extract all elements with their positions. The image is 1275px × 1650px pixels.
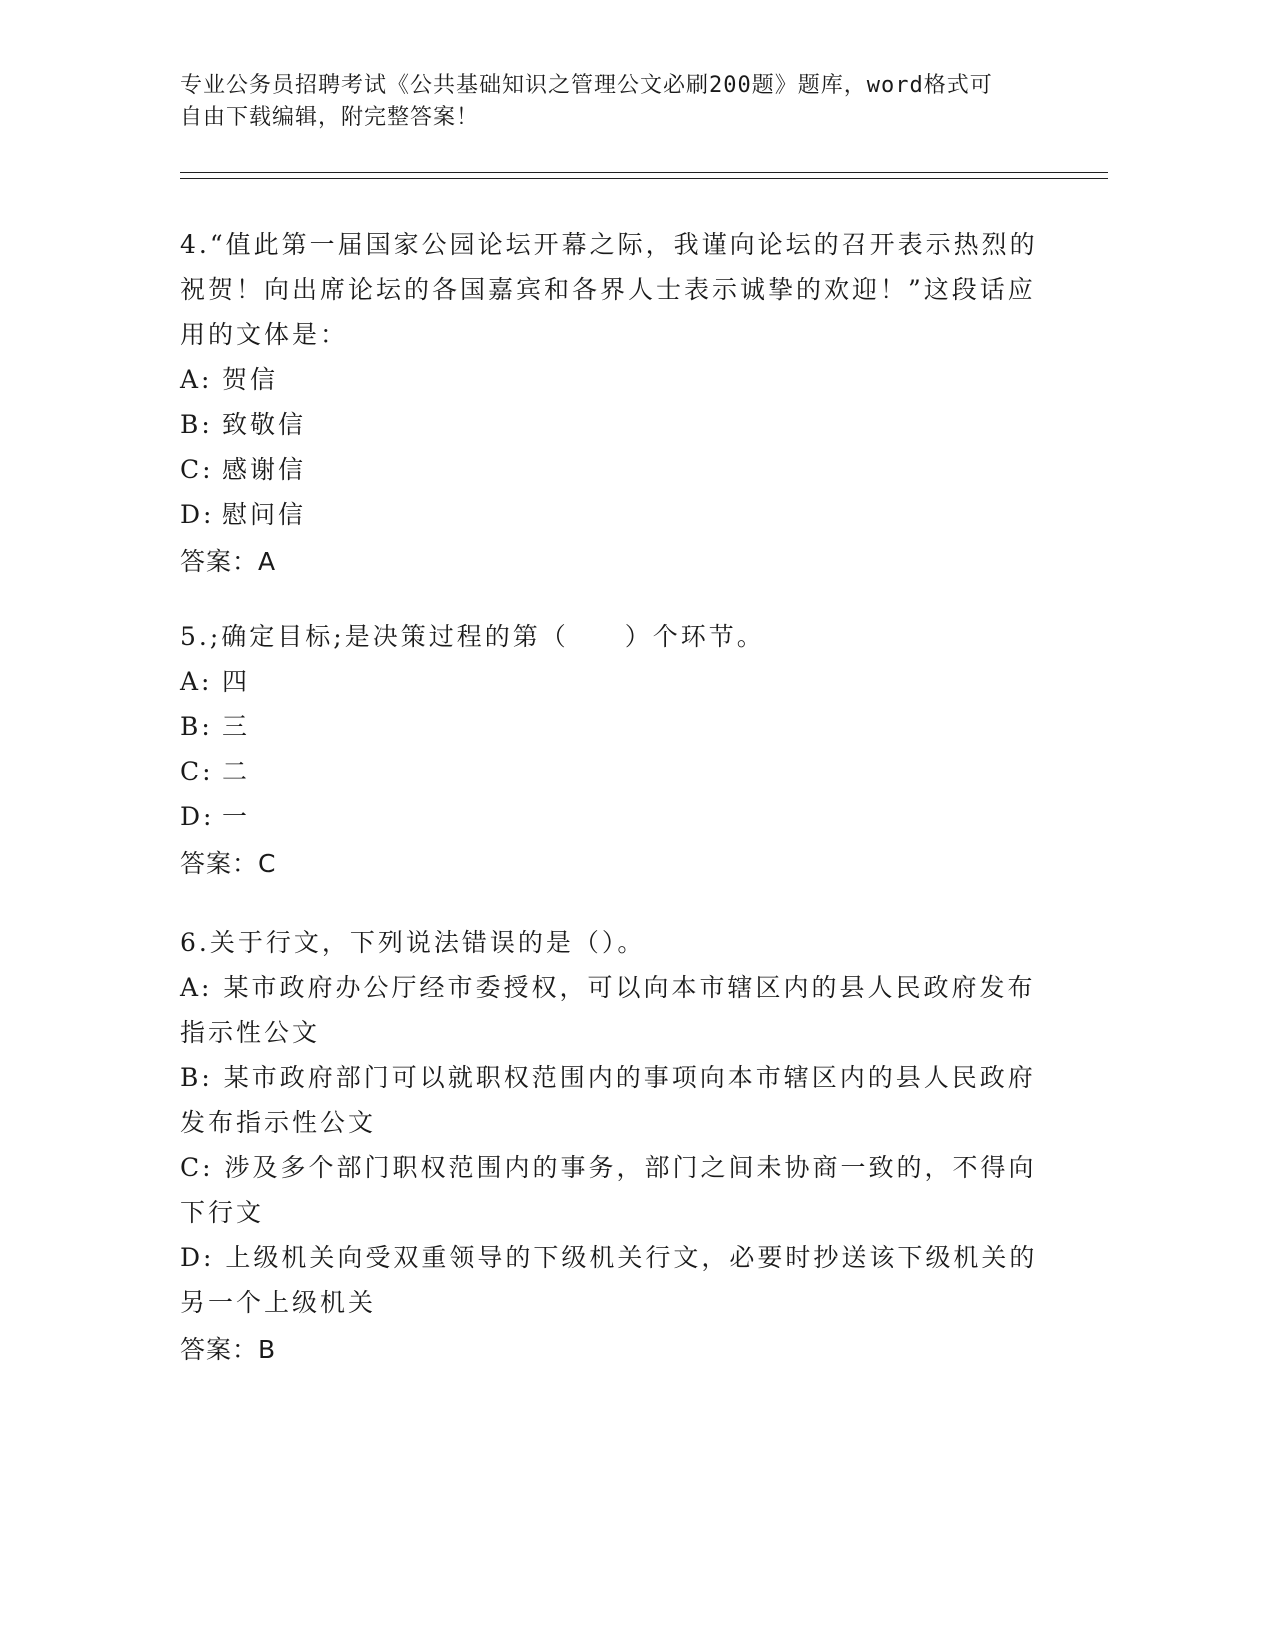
question-text: 6.关于行文，下列说法错误的是（）。 — [180, 928, 646, 957]
answer-line: 答案：A — [180, 547, 277, 576]
option-c — [180, 1145, 1040, 1235]
header-divider-top — [180, 172, 1108, 173]
option-letter: C: — [180, 757, 214, 786]
option-letter: A: — [180, 365, 213, 394]
question-text: 5.;确定目标;是决策过程的第（ ）个环节。 — [180, 622, 765, 651]
option-d — [180, 492, 1040, 537]
question-5 — [180, 614, 1040, 886]
option-a — [180, 965, 1040, 1055]
question-6 — [180, 920, 1040, 1372]
option-letter: C: — [180, 455, 214, 484]
option-text: 四 — [222, 667, 251, 696]
option-c — [180, 749, 1040, 794]
option-letter: D: — [180, 500, 215, 529]
option-d — [180, 794, 1040, 839]
option-text: 贺信 — [222, 365, 279, 394]
header-divider-bottom — [180, 178, 1108, 179]
option-text: 上级机关向受双重领导的下级机关行文，必要时抄送该下级机关的另一个上级机关 — [180, 1243, 1038, 1317]
option-text: 感谢信 — [222, 455, 307, 484]
option-d — [180, 1235, 1040, 1325]
answer-line: 答案：B — [180, 1335, 277, 1364]
question-4 — [180, 222, 1040, 584]
option-text: 某市政府部门可以就职权范围内的事项向本市辖区内的县人民政府发布指示性公文 — [180, 1063, 1036, 1137]
option-letter: B: — [180, 410, 213, 439]
header-line-1: 专业公务员招聘考试《公共基础知识之管理公文必刷200题》题库，word格式可 — [180, 73, 993, 98]
option-a — [180, 357, 1040, 402]
option-b — [180, 704, 1040, 749]
option-text: 一 — [222, 802, 251, 831]
option-c — [180, 447, 1040, 492]
option-letter: A: — [180, 667, 213, 696]
option-b — [180, 402, 1040, 447]
option-text: 涉及多个部门职权范围内的事务，部门之间未协商一致的，不得向下行文 — [180, 1153, 1037, 1227]
option-letter: A: — [180, 973, 224, 1002]
option-letter: D: — [180, 802, 215, 831]
option-letter: C: — [180, 1153, 225, 1182]
header-line-2: 自由下载编辑，附完整答案！ — [180, 105, 480, 130]
option-text: 三 — [222, 712, 251, 741]
option-text: 慰问信 — [222, 500, 307, 529]
option-letter: B: — [180, 712, 213, 741]
option-letter: B: — [180, 1063, 224, 1092]
option-text: 某市政府办公厅经市委授权，可以向本市辖区内的县人民政府发布指示性公文 — [180, 973, 1036, 1047]
question-text: 4.“值此第一届国家公园论坛开幕之际，我谨向论坛的召开表示热烈的祝贺！向出席论坛的各国嘉宾和各界人士表示诚挚的欢迎！”这段话应用的文体是： — [180, 230, 1038, 349]
option-text: 二 — [222, 757, 251, 786]
option-letter: D: — [180, 1243, 226, 1272]
option-b — [180, 1055, 1040, 1145]
option-a — [180, 659, 1040, 704]
answer-line: 答案：C — [180, 849, 277, 878]
option-text: 致敬信 — [222, 410, 307, 439]
document-header — [180, 70, 1060, 134]
